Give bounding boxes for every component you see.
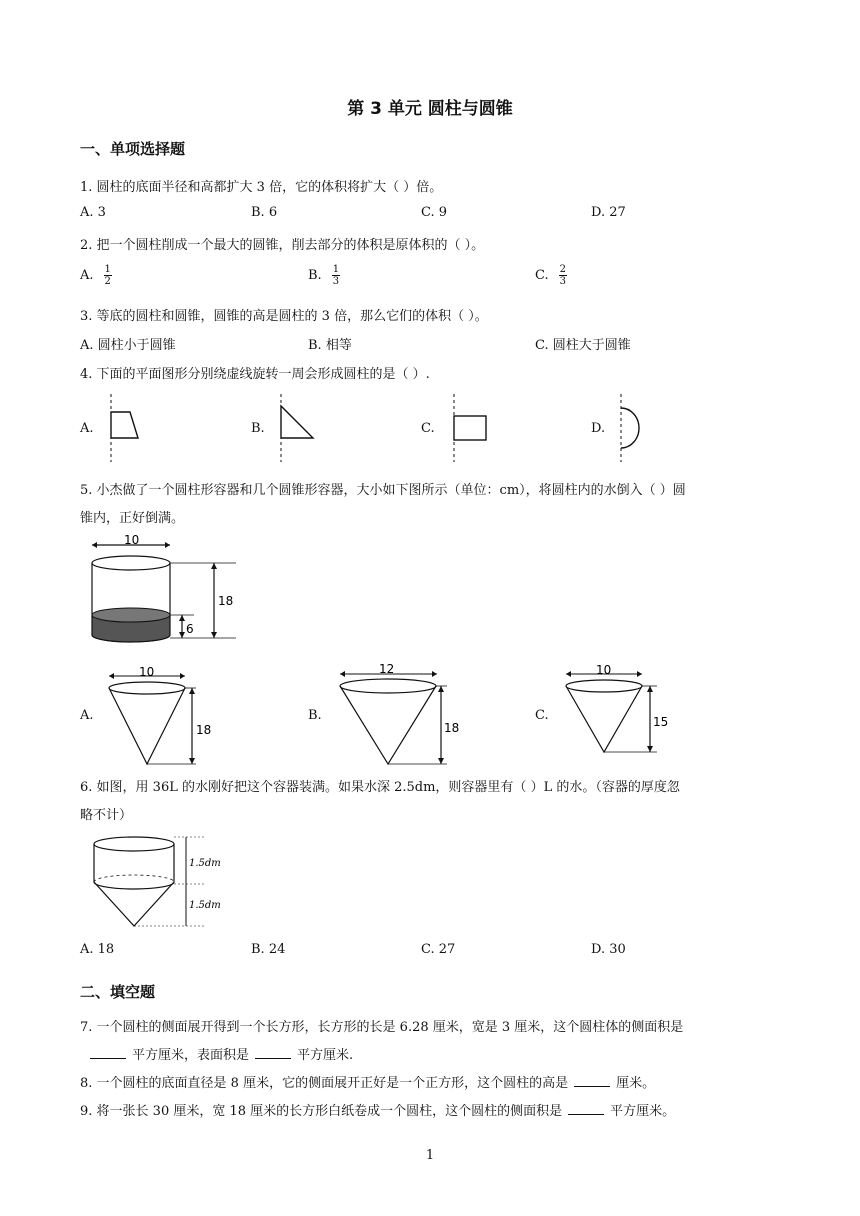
numerator: 1 [104,264,111,275]
question-9 [80,1100,675,1119]
cone-a-diameter: 10 [139,665,155,679]
q5-option-c[interactable]: C. [535,708,549,723]
question-7-line-2 [80,1044,353,1063]
cone-b-height: 18 [444,721,460,735]
container-bottom-height: 1.5dm [189,900,221,911]
q1-option-c[interactable]: C. 9 [421,205,448,220]
q5-cone-a-figure [104,665,224,768]
q6-option-b[interactable]: B. 24 [251,942,286,957]
q3-option-c[interactable]: C. 圆柱大于圆锥 [535,338,631,353]
question-2: 2. 把一个圆柱削成一个最大的圆锥，削去部分的体积是原体积的（ ）。 [80,238,485,253]
question-5-line-1: 5. 小杰做了一个圆柱形容器和几个圆锥形容器，大小如下图所示（单位：cm），将圆柱内的水倒入（ ）圆 [80,483,686,498]
q1-option-d[interactable]: D. 27 [591,205,626,220]
cylinder-height-label: 18 [218,594,234,608]
option-label: C. [535,268,549,283]
q4-option-c[interactable]: C. [421,421,435,436]
q5-cone-b-figure [335,662,465,768]
fraction [332,264,340,287]
q4-option-b[interactable]: B. [251,421,265,436]
fraction [104,264,112,287]
question-8 [80,1072,655,1091]
question-5-line-2: 锥内，正好倒满。 [80,511,185,526]
q4-option-d[interactable]: D. [591,421,606,436]
q1-option-b[interactable]: B. 6 [251,205,278,220]
cylinder-diameter-label: 10 [124,533,140,547]
q4-figure-semicircle [618,392,658,464]
option-label: B. [308,268,322,283]
q4-figure-trapezoid [108,392,148,464]
numerator: 2 [559,264,566,275]
denominator: 3 [332,276,340,287]
q3-option-a[interactable]: A. 圆柱小于圆锥 [80,338,176,353]
answer-blank[interactable] [574,1085,610,1087]
option-label: A. [80,268,94,283]
page-number: 1 [425,1148,435,1163]
q4-figure-triangle [278,392,318,464]
q4-option-a[interactable]: A. [80,421,94,436]
question-1: 1. 圆柱的底面半径和高都扩大 3 倍，它的体积将扩大（ ）倍。 [80,180,443,195]
answer-blank[interactable] [568,1113,604,1115]
q9-text-b: 平方厘米。 [610,1104,676,1119]
q9-text-a: 9. 将一张长 30 厘米，宽 18 厘米的长方形白纸卷成一个圆柱，这个圆柱的侧面积是 [80,1104,563,1119]
q5-option-b[interactable]: B. [308,708,322,723]
q3-option-b[interactable]: B. 相等 [308,338,352,353]
cone-b-diameter: 12 [379,662,395,676]
q1-option-a[interactable]: A. 3 [80,205,106,220]
question-6-line-1: 6. 如图，用 36L 的水刚好把这个容器装满。如果水深 2.5dm，则容器里有（ ）L 的水。（容器的厚度忽 [80,780,680,795]
answer-blank[interactable] [255,1057,291,1059]
q6-option-a[interactable]: A. 18 [80,942,115,957]
question-3: 3. 等底的圆柱和圆锥，圆锥的高是圆柱的 3 倍，那么它们的体积（ ）。 [80,309,488,324]
section-heading-fill: 二、填空题 [80,983,156,1001]
cone-a-height: 18 [196,723,212,737]
cone-c-height: 15 [653,715,669,729]
denominator: 2 [104,276,111,287]
question-6-line-2: 略不计） [80,808,133,823]
answer-blank[interactable] [90,1057,126,1059]
fraction [559,264,567,287]
denominator: 3 [559,276,566,287]
q8-text-a: 8. 一个圆柱的底面直径是 8 厘米，它的侧面展开正好是一个正方形，这个圆柱的高是 [80,1076,569,1091]
q5-cone-c-figure [561,663,681,758]
q6-option-c[interactable]: C. 27 [421,942,456,957]
container-top-height: 1.5dm [189,858,221,869]
q8-text-b: 厘米。 [616,1076,656,1091]
q5-option-a[interactable]: A. [80,708,94,723]
question-7-line-1: 7. 一个圆柱的侧面展开得到一个长方形，长方形的长是 6.28 厘米，宽是 3 厘米，这个圆柱体的侧面积是 [80,1020,684,1035]
numerator: 1 [332,264,340,275]
page-title: 第 3 单元 圆柱与圆锥 [347,99,513,119]
q4-figure-rectangle [451,392,491,464]
q2-option-c[interactable] [535,264,567,287]
section-heading-choice: 一、单项选择题 [80,140,186,158]
q7-text-b: 平方厘米. [297,1048,354,1063]
cone-c-diameter: 10 [596,663,612,677]
q2-option-b[interactable] [308,264,340,287]
question-4: 4. 下面的平面图形分别绕虚线旋转一周会形成圆柱的是（ ）. [80,367,430,382]
q6-option-d[interactable]: D. 30 [591,942,626,957]
q6-container-figure [86,832,236,932]
q2-option-a[interactable] [80,264,112,287]
water-depth-label: 6 [186,622,194,636]
q7-text-a: 平方厘米，表面积是 [132,1048,250,1063]
q5-cylinder-figure [84,535,244,650]
